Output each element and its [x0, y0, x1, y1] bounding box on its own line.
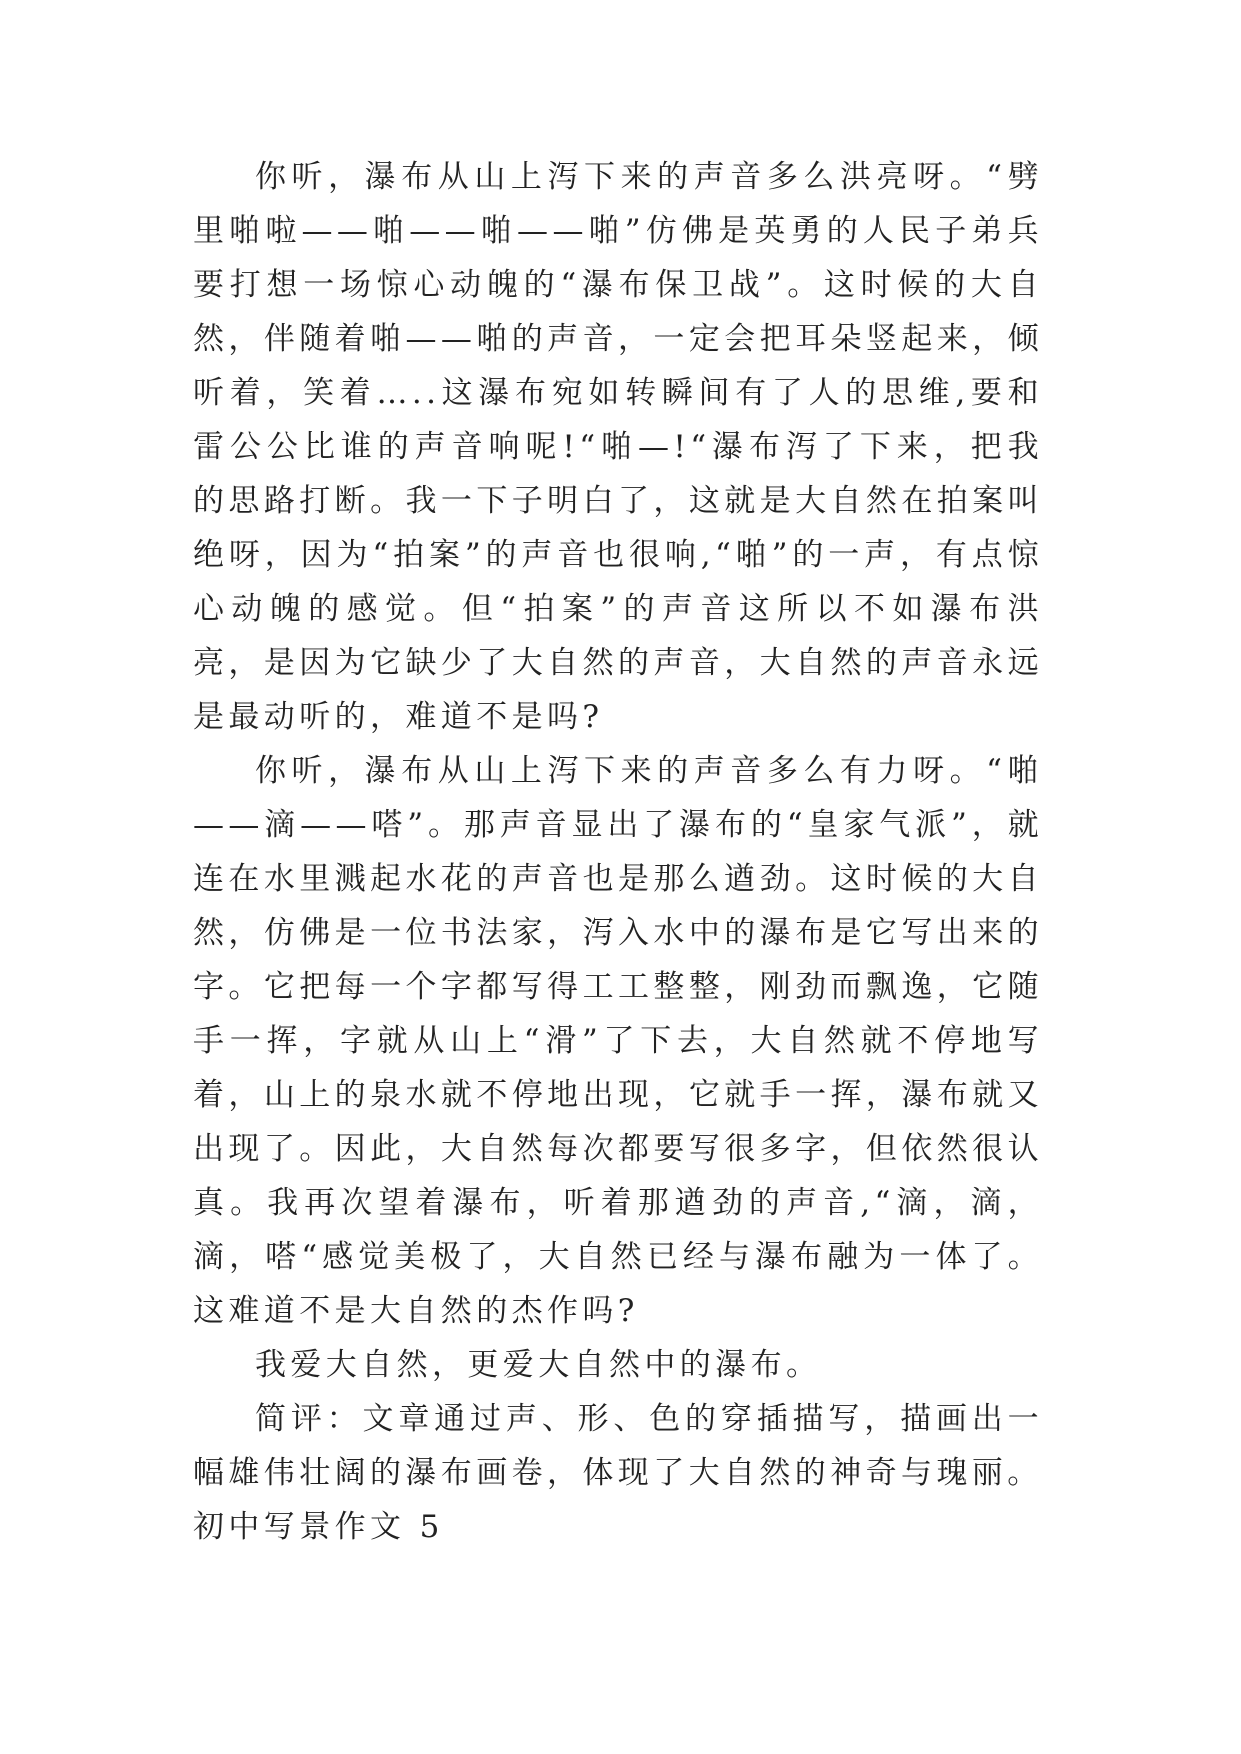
paragraph-love-nature: 我爱大自然，更爱大自然中的瀑布。 — [255, 1347, 822, 1383]
paragraph-waterfall-calligraphy: 你听，瀑布从山上泻下来的声音多么有力呀。“啪——滴——嗒”。那声音显出了瀑布的“皇家气派”，就连在水里溅起水花的声音也是那么遒劲。这时候的大自然，仿佛是一位书法家，泻入水中的瀑布是它写出来的字。它把每一个字都写得工工整整，刚劲而飘逸，它随手一挥，字就从山上“滑”了下去，大自然就不停地写着，山上的泉水就不停地出现，它就手一挥，瀑布就又出现了。因此，大自然每次都要写很多字，但依然很认真。我再次望着瀑布，听着那遒劲的声音,“滴，滴，滴，嗒“感觉美极了，大自然已经与瀑布融为一体了。这难道不是大自然的杰作吗? — [193, 753, 1043, 1329]
paragraph-waterfall-sound: 你听，瀑布从山上泻下来的声音多么洪亮呀。“劈里啪啦——啪——啪——啪”仿佛是英勇的人民子弟兵要打想一场惊心动魄的“瀑布保卫战”。这时候的大自然，伴随着啪——啪的声音，一定会把耳朵竖起来，倾听着，笑着…..这瀑布宛如转瞬间有了人的思维,要和雷公公比谁的声音响呢!“啪—!“瀑布泻了下来，把我的思路打断。我一下子明白了，这就是大自然在拍案叫绝呀，因为“拍案”的声音也很响,“啪”的一声，有点惊心动魄的感觉。但“拍案”的声音这所以不如瀑布洪亮，是因为它缺少了大自然的声音，大自然的声音永远是最动听的，难道不是吗? — [193, 159, 1043, 735]
next-essay-heading: 初中写景作文 5 — [193, 1509, 444, 1545]
article-body — [193, 150, 1043, 1554]
paragraph-commentary: 简评：文章通过声、形、色的穿插描写，描画出一幅雄伟壮阔的瀑布画卷，体现了大自然的神奇与瑰丽。 — [193, 1401, 1043, 1491]
